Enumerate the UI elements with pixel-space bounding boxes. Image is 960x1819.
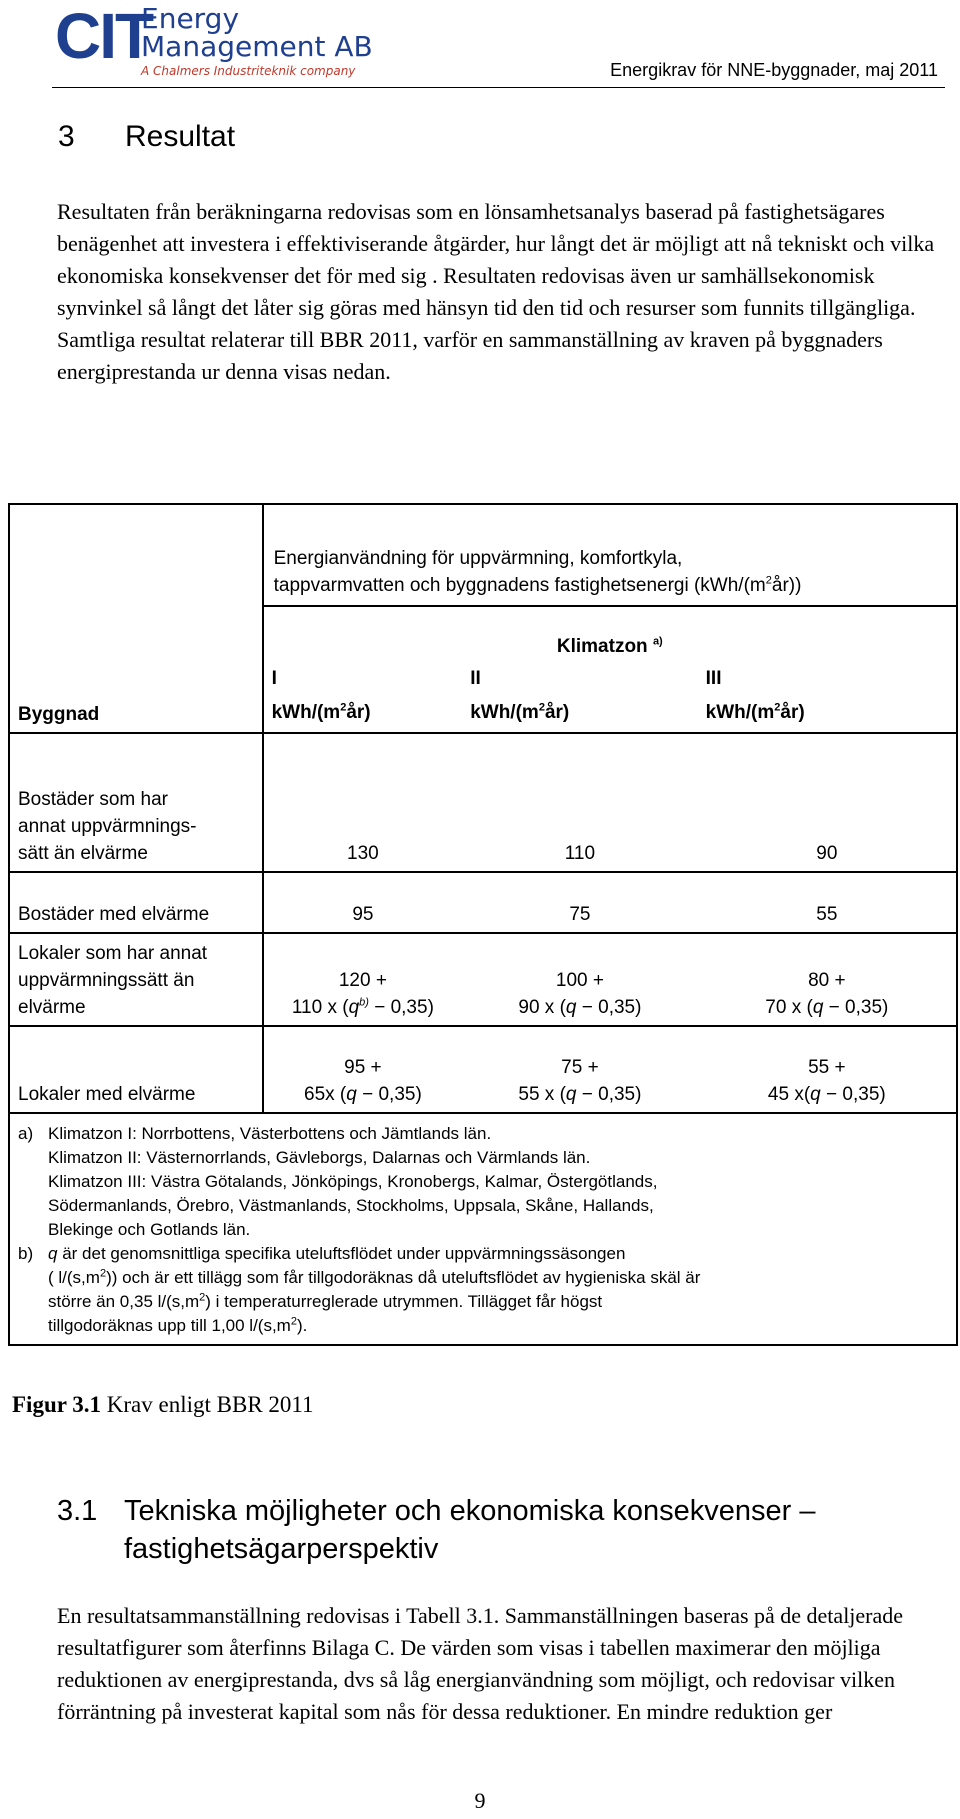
- value-zone-1: 95: [263, 872, 463, 933]
- table-row: [9, 872, 957, 933]
- page-number: 9: [474, 1788, 486, 1813]
- value-zone-2: 75: [462, 872, 697, 933]
- note-a: a) Klimatzon I: Norrbottens, Västerbottens och Jämtlands län. Klimatzon II: Västernorrlands, Gävleborgs, Dalarnas och Värmlands län. Klimatzon III: Västra Götalands, Jönköpings, Kronobergs, Kalmar, Östergötlands, Södermanlands, Örebro, Västmanlands, Stockholms, Uppsala, Skåne, Hallands, Blekinge och Gotlands län.: [18, 1124, 658, 1239]
- subsection-title: Tekniska möjligheter och ekonomiska konsekvenser – fastighetsägarperspektiv: [124, 1495, 816, 1565]
- intro-paragraph: Resultaten från beräkningarna redovisas som en lönsamhetsanalys baserad på fastighetsägares benägenhet att investera i effektiviserande åtgärder, hur långt det är möjligt att nå tekniskt och vilka ekonomiska konsekvenser det för med sig . Resultaten redovisas även ur samhällsekonomisk synvinkel så långt det låter sig göras med hänsyn tid den tid och resurser som funnits tillgängliga. Samtliga resultat relaterar till BBR 2011, varför en sammanställning av kraven på byggnaders energiprestanda ur denna visas nedan.: [57, 199, 935, 384]
- subsection-heading: [57, 1492, 944, 1568]
- logo-name-line1: Energy: [141, 2, 240, 35]
- row-label: Lokaler som har annat uppvärmningssätt än elvärme: [9, 933, 263, 1026]
- value-zone-2: 110: [462, 733, 697, 872]
- value-zone-3: 55: [698, 872, 957, 933]
- zone-1-header: I kWh/$(m^2år)$: [263, 662, 463, 733]
- page-header: [0, 0, 960, 92]
- table-row: [9, 1026, 957, 1113]
- bbr-requirements-table: [8, 503, 958, 1346]
- results-paragraph: En resultatsammanställning redovisas i Tabell 3.1. Sammanställningen baseras på de detaljerade resultatfigurer som återfinns Bilaga C. De värden som visas i tabellen maximerar den möjliga reduktionen av energiprestanda, dvs så låg energianvändning som möjligt, och redovisar vilken förräntning på investerat kapital som nås för dessa reduktioner. En mindre reduktion ger: [57, 1603, 904, 1724]
- energy-use-header-line1: Energianvändning för uppvärmning, komfortkyla,: [273, 548, 683, 569]
- section-number: 3: [58, 120, 75, 153]
- row-label: Bostäder som har annat uppvärmnings- sätt än elvärme: [9, 733, 263, 872]
- section-heading: [58, 120, 235, 154]
- value-zone-3: 80 + 70 x (q − 0,35): [698, 933, 957, 1026]
- section-title: Resultat: [125, 120, 236, 153]
- value-zone-1: 130: [263, 733, 463, 872]
- zone-3-header: III kWh/$(m^2år)$: [698, 662, 957, 733]
- value-zone-1: 95 + 65x (q − 0,35): [263, 1026, 463, 1113]
- value-zone-3: 55 + 45 x(q − 0,35): [698, 1026, 957, 1113]
- header-divider: [52, 87, 945, 88]
- value-zone-2: 75 + 55 x (q − 0,35): [462, 1026, 697, 1113]
- table-notes: [9, 1113, 957, 1345]
- table-row: [9, 733, 957, 872]
- zone-2-header: II kWh/$(m^2år)$: [462, 662, 697, 733]
- document-title: Energikrav för NNE-byggnader, maj 2011: [610, 60, 938, 80]
- row-label: Bostäder med elvärme: [9, 872, 263, 933]
- table-header-row: [9, 504, 957, 606]
- logo-name-line2: Management AB: [141, 30, 373, 63]
- note-b: b) q är det genomsnittliga specifika uteluftsflödet under uppvärmningssäsongen ( $l/(s,m^2)$) och är ett tillägg som får tillgodoräknas då uteluftsflödet av hygieniska skäl är större än 0,35 $l/(s,m^2)$ i temperaturreglerade utrymmen. Tillägget får högst tillgodoräknas upp till 1,00 $l/(s,m^2)$.: [18, 1244, 701, 1335]
- byggnad-header: Byggnad: [9, 504, 263, 733]
- company-logo: [55, 2, 385, 84]
- logo-tagline: A Chalmers Industriteknik company: [141, 64, 356, 78]
- klimatzon-header: Klimatzon $^{a)}$: [263, 606, 957, 662]
- subsection-number: 3.1: [57, 1495, 98, 1527]
- energy-use-header-line2: tappvarmvatten och byggnadens fastighetsenergi $(kWh/(m^2år))$: [273, 574, 802, 596]
- value-zone-1: 120 + 110 x $(q^{b)} - 0,35)$: [263, 933, 463, 1026]
- value-zone-3: 90: [698, 733, 957, 872]
- table-notes-row: [9, 1113, 957, 1345]
- figure-caption: Figur 3.1 Krav enligt BBR 2011: [12, 1392, 314, 1417]
- logo-mark: CIT: [55, 0, 153, 72]
- table-row: [9, 933, 957, 1026]
- energy-use-header: [263, 504, 957, 606]
- row-label: Lokaler med elvärme: [9, 1026, 263, 1113]
- value-zone-2: 100 + 90 x (q − 0,35): [462, 933, 697, 1026]
